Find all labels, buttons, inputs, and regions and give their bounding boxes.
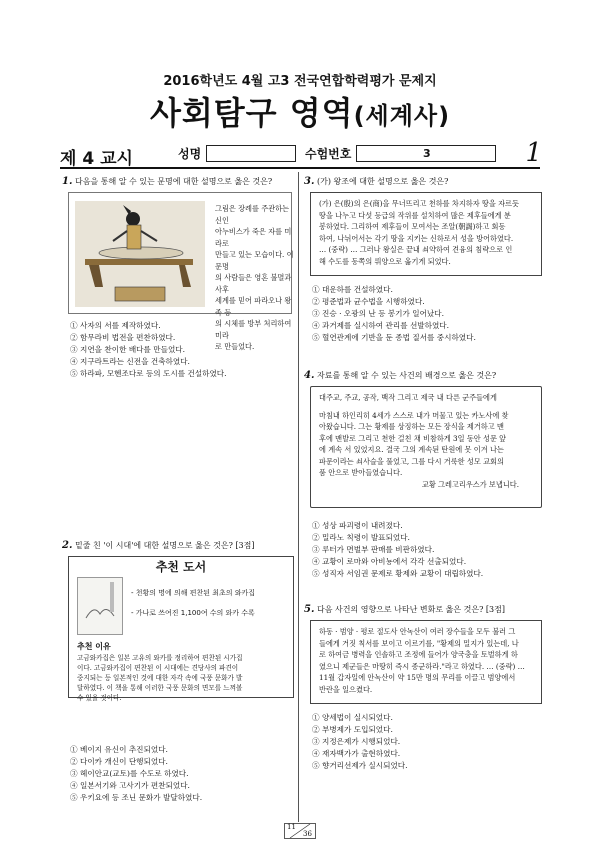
q5-passage-line: 반란을 일으켰다. bbox=[319, 684, 373, 694]
q3-passage-line: … (중략) … 그러나 왕실은 끝내 쇠약하여 견융의 침략으로 인 bbox=[319, 245, 513, 254]
q4-letter-sign: 교황 그레고리우스가 보냅니다. bbox=[421, 479, 519, 489]
book-cover-image bbox=[77, 577, 123, 635]
q3-option[interactable]: ③ 진승 · 오광의 난 등 봉기가 일어났다. bbox=[312, 309, 445, 318]
q2-option[interactable]: ② 다이카 개신이 단행되었다. bbox=[70, 757, 168, 766]
q2-book-box bbox=[68, 556, 294, 702]
q5-option[interactable]: ④ 재자백가가 출현하였다. bbox=[312, 749, 401, 758]
q3-passage-line: 하여, 나뉘어서는 각기 땅을 지키는 신하로서 성을 방어하였다. bbox=[319, 233, 514, 243]
q5-passage-line: 하동 · 범양 · 평로 절도사 안녹산이 여러 장수들을 모두 불러 그 bbox=[319, 627, 516, 636]
q1-caption-line: 로 만들었다. bbox=[215, 342, 255, 351]
q3-passage-line: 해 수도를 동쪽의 뤄양으로 옮기게 되었다. bbox=[319, 256, 451, 266]
q1-option[interactable]: ④ 지구라트라는 신전을 건축하였다. bbox=[70, 357, 190, 366]
q1-number: 1. bbox=[62, 176, 73, 187]
q2-box-title: 추천 도서 bbox=[155, 560, 207, 574]
q2-number: 2. bbox=[62, 540, 73, 551]
q2-option[interactable]: ⑤ 우키요에 등 조닌 문화가 발달하였다. bbox=[70, 793, 203, 802]
q4-stem: 자료를 통해 알 수 있는 사건의 배경으로 옳은 것은? bbox=[317, 371, 497, 380]
q2-reason-line: 중지되는 등 일본적인 것에 대한 자각 속에 국풍 문화가 발 bbox=[77, 673, 243, 682]
q5-passage-line: 였으니 제군들은 마땅히 즉시 종군하라."라고 하였다. … (중략) … bbox=[319, 661, 525, 671]
page-current: 11 bbox=[287, 823, 296, 831]
page-total: 36 bbox=[303, 830, 312, 838]
q4-letter-line: 마침내 하인리히 4세가 스스로 내가 머물고 있는 카노사에 찾 bbox=[319, 410, 509, 420]
q3-number: 3. bbox=[304, 176, 315, 187]
q4-option[interactable]: ⑤ 성직자 서임권 문제로 황제와 교황이 대립하였다. bbox=[312, 569, 484, 578]
q3-option[interactable]: ① 대운하를 건설하였다. bbox=[312, 285, 393, 294]
q1-stem: 다음을 통해 알 수 있는 문명에 대한 설명으로 옳은 것은? bbox=[75, 177, 273, 186]
q1-caption-line: 아누비스가 죽은 자를 미라로 bbox=[215, 227, 292, 248]
q1-caption-line: 의 사람들은 영혼 불멸과 사후 bbox=[215, 273, 292, 294]
header-row bbox=[60, 138, 542, 169]
q1-caption-line: 의 시체를 방부 처리하여 미라 bbox=[215, 319, 292, 340]
q5-stem: 다음 사건의 영향으로 나타난 변화로 옳은 것은? [3점] bbox=[317, 605, 505, 614]
q5-options bbox=[312, 712, 542, 772]
q3-options bbox=[312, 284, 542, 344]
q5-passage-line: 들에게 거짓 칙서를 보이고 이르기를, "황제의 밀지가 있는데, 나 bbox=[319, 638, 519, 648]
q4-options bbox=[312, 520, 542, 580]
q5-passage-line: 로 하여금 병력을 인솔하고 조정에 들어가 양국충을 토벌하게 하 bbox=[319, 650, 518, 659]
q2-bullet: - 가나로 쓰여진 1,100여 수의 와카 수록 bbox=[131, 609, 255, 617]
page-number: 1 bbox=[525, 138, 542, 168]
question-4 bbox=[304, 370, 542, 580]
q2-reason-line: 달하였다. 이 책을 통해 이러한 국풍 문화의 면모를 느껴볼 bbox=[77, 683, 243, 692]
q1-caption-line: 그림은 장례를 주관하는 신인 bbox=[215, 204, 290, 225]
q2-reason-line: 이다. 고금와카집이 편찬된 이 시대에는 견당사의 파견이 bbox=[77, 663, 239, 672]
q1-caption-line: 세계를 믿어 파라오나 왕족 등 bbox=[215, 296, 292, 317]
q3-option[interactable]: ⑤ 혈연관계에 기반을 둔 종법 질서를 중시하였다. bbox=[312, 333, 476, 342]
q3-passage-line: 봉하였다. 그리하여 제후들이 모여서는 조알(朝謁)하고 회동 bbox=[319, 222, 506, 231]
q4-number: 4. bbox=[304, 370, 315, 381]
subject-name: 사회탐구 영역 bbox=[149, 94, 354, 132]
q2-reason-title: 추천 이유 bbox=[77, 642, 111, 651]
q5-number: 5. bbox=[304, 604, 315, 615]
q2-reason-line: 수 있을 것이다. bbox=[77, 693, 122, 702]
exam-title: 2016학년도 4월 고3 전국연합학력평가 문제지 bbox=[163, 74, 437, 89]
q4-letter-line: 품 안으로 받아들였습니다. bbox=[319, 468, 403, 477]
q1-caption-line: 만들고 있는 모습이다. 이 문명 bbox=[215, 250, 294, 271]
q1-option[interactable]: ③ 지연을 찬이한 배다를 만들었다. bbox=[70, 345, 186, 354]
q1-option[interactable]: ⑤ 하라파, 모헨조다로 등의 도시를 건설하였다. bbox=[70, 369, 227, 378]
header-divider bbox=[60, 167, 540, 169]
q4-option[interactable]: ③ 루터가 면벌부 판매를 비판하였다. bbox=[312, 545, 435, 554]
period-label: 제 4 교시 bbox=[60, 149, 133, 169]
q2-option[interactable]: ③ 헤이안교(교토)를 수도로 하였다. bbox=[70, 769, 189, 778]
q2-option[interactable]: ④ 일본서기와 고사기가 편찬되었다. bbox=[70, 781, 190, 790]
column-divider bbox=[298, 172, 299, 822]
q2-bullet: - 천황의 명에 의해 편찬된 최초의 와카집 bbox=[131, 589, 256, 597]
q5-option[interactable]: ③ 지정은제가 시행되었다. bbox=[312, 737, 401, 746]
question-1 bbox=[62, 176, 294, 380]
name-label: 성명 bbox=[178, 147, 202, 161]
q4-option[interactable]: ④ 교황이 로마와 아비뇽에서 각각 선출되었다. bbox=[312, 557, 467, 566]
q3-stem: (가) 왕조에 대한 설명으로 옳은 것은? bbox=[317, 177, 449, 186]
q5-option[interactable]: ⑤ 향거리선제가 실시되었다. bbox=[312, 761, 408, 770]
q1-option[interactable]: ② 함무라비 법전을 편찬하였다. bbox=[70, 333, 176, 342]
q4-letter-line: 대주교, 주교, 공작, 백작 그리고 제국 내 다른 군주들에게 bbox=[319, 393, 497, 402]
q1-option[interactable]: ① 사자의 서를 제작하였다. bbox=[70, 321, 161, 330]
q4-letter-box bbox=[310, 386, 542, 508]
q2-option[interactable]: ① 베이지 유신이 추진되었다. bbox=[70, 745, 168, 754]
mummification-illustration bbox=[75, 201, 205, 307]
q4-option[interactable]: ① 성상 파괴령이 내려졌다. bbox=[312, 521, 403, 530]
q5-option[interactable]: ② 부병제가 도입되었다. bbox=[312, 725, 393, 734]
q3-passage-line: (가) 은(殷)의 은(商)을 무너뜨리고 천하를 차지하자 땅을 자르듯 bbox=[319, 199, 519, 208]
question-5 bbox=[304, 604, 542, 772]
name-field[interactable] bbox=[206, 145, 296, 162]
q2-stem: 밑줄 친 '이 시대'에 대한 설명으로 옳은 것은? [3점] bbox=[75, 541, 255, 550]
q5-passage-line: 11월 갑자일에 안녹산이 약 15만 명의 무리를 이끌고 범양에서 bbox=[319, 673, 516, 682]
q2-reason-line: 고금와카집은 일본 고유의 와카를 정리하여 편찬된 시가집 bbox=[77, 653, 243, 662]
q4-letter-line: 아왔습니다. 그는 황제를 상징하는 모든 장식을 제거하고 맨 bbox=[319, 422, 504, 431]
q2-bullets bbox=[131, 583, 255, 623]
exam-number-label: 수험번호 bbox=[305, 147, 352, 161]
q4-letter-line: 에 계속 서 있었지요. 결국 그의 계속된 탄원에 못 이겨 나는 bbox=[319, 445, 504, 454]
subject-paren: (세계사) bbox=[353, 102, 451, 130]
q4-option[interactable]: ② 밀라노 칙령이 발표되었다. bbox=[312, 533, 410, 542]
q5-passage-box bbox=[310, 620, 542, 704]
question-2 bbox=[62, 540, 294, 804]
subject-title bbox=[0, 88, 600, 134]
page-counter bbox=[284, 823, 316, 839]
exam-number-field[interactable] bbox=[356, 145, 496, 162]
q3-passage-box bbox=[310, 192, 542, 276]
q2-options bbox=[70, 744, 294, 804]
q3-option[interactable]: ④ 과거제를 실시하여 관리를 선발하였다. bbox=[312, 321, 450, 330]
q5-option[interactable]: ① 양세법이 실시되었다. bbox=[312, 713, 393, 722]
question-3 bbox=[304, 176, 542, 344]
q4-letter-line: 후에 맨발로 그리고 천한 걸친 채 비참하게 3일 동안 성문 앞 bbox=[319, 433, 507, 443]
q1-caption bbox=[215, 203, 297, 353]
q3-option[interactable]: ② 평준법과 균수법을 시행하였다. bbox=[312, 297, 425, 306]
q3-passage-line: 땅을 나누고 다섯 등급의 작위를 설치하여 많은 제후들에게 분 bbox=[319, 210, 511, 220]
q2-reason bbox=[77, 641, 291, 703]
exam-number-value: 3 bbox=[423, 147, 431, 160]
q4-letter-line: 파문이라는 쇠사슬을 풀었고, 그를 다시 거룩한 성모 교회의 bbox=[319, 456, 504, 466]
